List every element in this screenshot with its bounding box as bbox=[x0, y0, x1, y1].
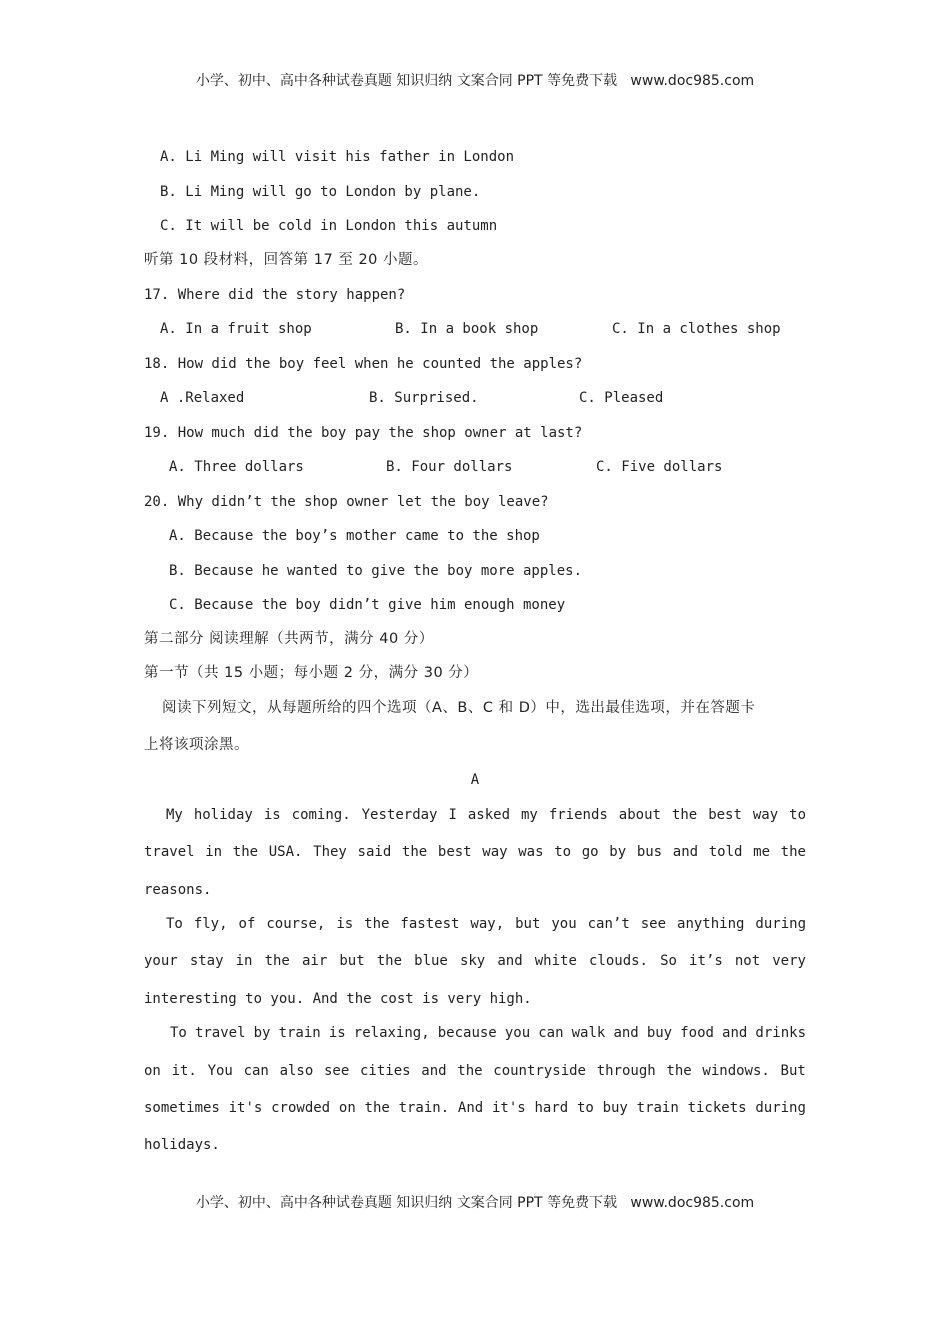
passage-word: on bbox=[338, 1100, 356, 1116]
passage-word: the bbox=[401, 844, 428, 860]
passage-word: to bbox=[554, 844, 572, 860]
passage-word: And bbox=[457, 1100, 484, 1116]
passage-p1-line1 bbox=[166, 806, 806, 824]
question-18-option-b: B. Surprised. bbox=[369, 390, 479, 406]
question-17-stem: 17. Where did the story happen? bbox=[144, 287, 406, 303]
question-19-option-b: B. Four dollars bbox=[386, 459, 513, 475]
passage-word: and bbox=[672, 844, 699, 860]
passage-word: friends bbox=[548, 807, 608, 823]
question-17-option-c: C. In a clothes shop bbox=[612, 321, 781, 337]
passage-word: it. bbox=[171, 1063, 197, 1079]
passage-word: train bbox=[636, 1100, 679, 1116]
passage-word: I bbox=[448, 807, 457, 823]
passage-word: coming. bbox=[291, 807, 351, 823]
passage-word: clouds. bbox=[588, 953, 648, 969]
passage-word: stay bbox=[189, 953, 224, 969]
listening-instruction-10: 听第 10 段材料，回答第 17 至 20 小题。 bbox=[144, 252, 429, 268]
passage-word: because bbox=[437, 1025, 497, 1041]
passage-word: windows. bbox=[702, 1063, 770, 1079]
passage-word: travel bbox=[144, 844, 195, 860]
passage-label: A bbox=[470, 772, 480, 788]
passage-word: best bbox=[708, 807, 742, 823]
passage-word: also bbox=[279, 1063, 314, 1079]
page-header: 小学、初中、高中各种试卷真题 知识归纳 文案合同 PPT 等免费下载 www.doc985.com bbox=[195, 73, 755, 89]
passage-word: on bbox=[144, 1063, 161, 1079]
passage-word: best bbox=[437, 844, 472, 860]
passage-word: Yesterday bbox=[361, 807, 438, 823]
passage-word: but bbox=[515, 916, 541, 932]
passage-p3-line4: holidays. bbox=[144, 1137, 220, 1153]
passage-word: white bbox=[534, 953, 577, 969]
passage-word: about bbox=[618, 807, 661, 823]
question-18-stem: 18. How did the boy feel when he counted the apples? bbox=[144, 356, 583, 372]
passage-word: train. bbox=[398, 1100, 450, 1116]
passage-p3-line1 bbox=[170, 1024, 806, 1042]
passage-word: by bbox=[609, 844, 627, 860]
passage-word: bus bbox=[636, 844, 663, 860]
passage-word: the bbox=[364, 916, 390, 932]
passage-word: is bbox=[263, 807, 281, 823]
passage-word: sometimes bbox=[144, 1100, 220, 1116]
passage-word: in bbox=[235, 953, 253, 969]
passage-word: and bbox=[497, 953, 523, 969]
passage-word: it’s bbox=[689, 953, 723, 969]
question-20-option-c: C. Because the boy didn’t give him enough money bbox=[169, 597, 566, 613]
passage-word: told bbox=[708, 844, 743, 860]
passage-word: the bbox=[666, 1063, 692, 1079]
passage-word: and bbox=[722, 1025, 748, 1041]
passage-word: during bbox=[755, 916, 806, 932]
reading-instruction-line1: 阅读下列短文，从每题所给的四个选项（A、B、C 和 D）中，选出最佳选项，并在答题卡 bbox=[162, 700, 756, 716]
passage-word: train bbox=[278, 1025, 321, 1041]
passage-word: me bbox=[753, 844, 770, 860]
prev-option-c: C. It will be cold in London this autumn bbox=[160, 218, 498, 234]
part2-title: 第二部分 阅读理解（共两节，满分 40 分） bbox=[144, 631, 434, 647]
question-18-option-c: C. Pleased bbox=[579, 390, 664, 406]
passage-word: the bbox=[780, 844, 806, 860]
question-20-option-b: B. Because he wanted to give the boy more apples. bbox=[169, 563, 583, 579]
passage-word: fly, bbox=[193, 916, 228, 932]
question-17-option-b: B. In a book shop bbox=[395, 321, 539, 337]
passage-word: USA. bbox=[268, 844, 303, 860]
passage-word: of bbox=[238, 916, 256, 932]
passage-word: sky bbox=[459, 953, 486, 969]
passage-p2-line3: interesting to you. And the cost is very high. bbox=[144, 991, 532, 1007]
passage-word: fastest bbox=[400, 916, 460, 932]
passage-word: buy bbox=[602, 1100, 628, 1116]
passage-word: My bbox=[166, 807, 183, 823]
passage-word: go bbox=[581, 844, 599, 860]
passage-word: you bbox=[504, 1025, 531, 1041]
question-20-option-a: A. Because the boy’s mother came to the shop bbox=[169, 528, 540, 544]
passage-word: it's bbox=[228, 1100, 263, 1116]
prev-option-b: B. Li Ming will go to London by plane. bbox=[160, 184, 481, 200]
passage-word: But bbox=[780, 1063, 806, 1079]
passage-word: but bbox=[339, 953, 365, 969]
passage-word: food bbox=[680, 1025, 714, 1041]
passage-word: can’t bbox=[587, 916, 630, 932]
passage-word: course, bbox=[266, 916, 326, 932]
passage-p1-line3: reasons. bbox=[144, 882, 212, 898]
passage-word: the bbox=[376, 953, 403, 969]
passage-word: said bbox=[357, 844, 392, 860]
passage-word: asked bbox=[467, 807, 511, 823]
question-19-option-c: C. Five dollars bbox=[596, 459, 723, 475]
passage-word: to bbox=[789, 807, 806, 823]
question-20-stem: 20. Why didn’t the shop owner let the boy leave? bbox=[144, 494, 549, 510]
passage-word: countryside bbox=[493, 1063, 586, 1079]
passage-word: cities bbox=[359, 1063, 411, 1079]
passage-word: is bbox=[336, 916, 354, 932]
passage-word: the bbox=[671, 807, 698, 823]
passage-word: To bbox=[166, 916, 183, 932]
passage-word: way bbox=[482, 844, 508, 860]
passage-word: walk bbox=[571, 1025, 606, 1041]
page-footer: 小学、初中、高中各种试卷真题 知识归纳 文案合同 PPT 等免费下载 www.doc985.com bbox=[195, 1195, 755, 1211]
passage-word: They bbox=[313, 844, 347, 860]
question-19-option-a: A. Three dollars bbox=[169, 459, 304, 475]
passage-word: To bbox=[170, 1025, 187, 1041]
passage-word: air bbox=[301, 953, 328, 969]
passage-word: holiday bbox=[193, 807, 253, 823]
passage-word: and bbox=[421, 1063, 447, 1079]
passage-p1-line2 bbox=[144, 843, 806, 861]
passage-word: blue bbox=[414, 953, 448, 969]
passage-word: my bbox=[520, 807, 538, 823]
passage-word: buy bbox=[646, 1025, 673, 1041]
passage-word: it's bbox=[491, 1100, 526, 1116]
question-18-option-a: A .Relaxed bbox=[160, 390, 245, 406]
passage-word: not bbox=[734, 953, 761, 969]
passage-word: you bbox=[551, 916, 577, 932]
passage-p3-line2 bbox=[144, 1062, 806, 1080]
passage-word: in bbox=[205, 844, 223, 860]
passage-word: the bbox=[232, 844, 259, 860]
passage-word: hard bbox=[534, 1100, 569, 1116]
passage-word: the bbox=[264, 953, 290, 969]
passage-word: way bbox=[752, 807, 779, 823]
passage-word: during bbox=[755, 1100, 806, 1116]
passage-word: the bbox=[457, 1063, 483, 1079]
passage-word: can bbox=[538, 1025, 564, 1041]
passage-p3-line3 bbox=[144, 1099, 806, 1117]
reading-instruction-line2: 上将该项涂黑。 bbox=[144, 737, 249, 753]
passage-word: So bbox=[660, 953, 677, 969]
passage-word: crowded bbox=[271, 1100, 331, 1116]
passage-word: by bbox=[253, 1025, 271, 1041]
passage-word: relaxing, bbox=[353, 1025, 430, 1041]
passage-word: through bbox=[596, 1063, 656, 1079]
passage-word: your bbox=[144, 953, 178, 969]
passage-p2-line2 bbox=[144, 952, 806, 970]
passage-word: anything bbox=[677, 916, 745, 932]
passage-word: can bbox=[243, 1063, 269, 1079]
passage-word: the bbox=[364, 1100, 390, 1116]
passage-word: and bbox=[613, 1025, 639, 1041]
question-17-option-a: A. In a fruit shop bbox=[160, 321, 312, 337]
question-19-stem: 19. How much did the boy pay the shop owner at last? bbox=[144, 425, 583, 441]
section1-title: 第一节（共 15 小题；每小题 2 分，满分 30 分） bbox=[144, 665, 479, 681]
passage-word: to bbox=[576, 1100, 594, 1116]
passage-word: drinks bbox=[755, 1025, 806, 1041]
passage-word: is bbox=[328, 1025, 346, 1041]
passage-p2-line1 bbox=[166, 915, 806, 933]
passage-word: was bbox=[518, 844, 544, 860]
passage-word: way, bbox=[470, 916, 505, 932]
passage-word: see bbox=[323, 1063, 350, 1079]
passage-word: tickets bbox=[687, 1100, 747, 1116]
passage-word: see bbox=[640, 916, 667, 932]
passage-word: You bbox=[207, 1063, 233, 1079]
prev-option-a: A. Li Ming will visit his father in London bbox=[160, 149, 515, 165]
passage-word: travel bbox=[194, 1025, 246, 1041]
passage-word: very bbox=[772, 953, 806, 969]
